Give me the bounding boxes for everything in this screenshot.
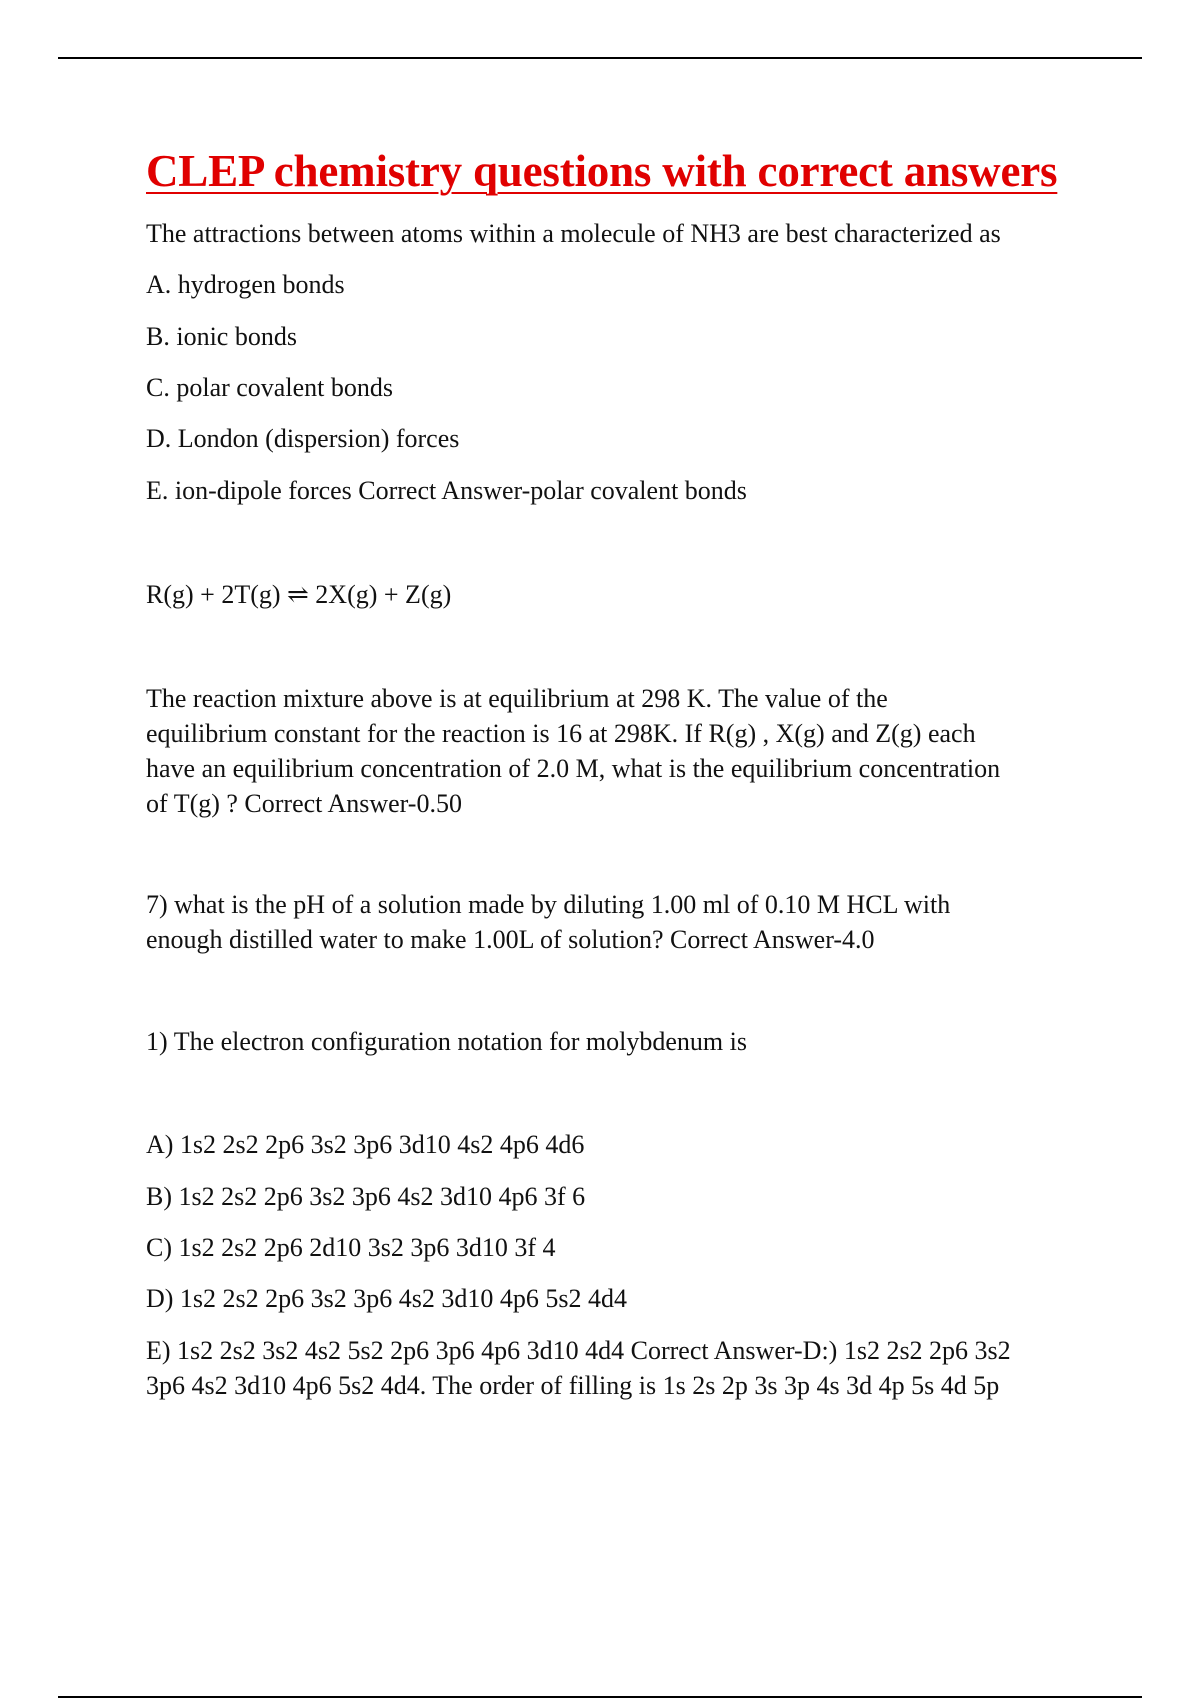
question-3-line: enough distilled water to make 1.00L of solution? Correct Answer-4.0 — [146, 925, 875, 954]
question-2-line: The reaction mixture above is at equilibrium at 298 K. The value of the — [146, 684, 888, 713]
footer-rule — [58, 1696, 1142, 1698]
question-1-option-b: B. ionic bonds — [146, 322, 297, 351]
question-4-option-a: A) 1s2 2s2 2p6 3s2 3p6 3d10 4s2 4p6 4d6 — [146, 1130, 585, 1159]
question-1-option-d: D. London (dispersion) forces — [146, 424, 460, 453]
question-1-option-a: A. hydrogen bonds — [146, 270, 345, 299]
question-4-answer-line: E) 1s2 2s2 3s2 4s2 5s2 2p6 3p6 4p6 3d10 4d4 Correct Answer-D:) 1s2 2s2 2p6 3s2 — [146, 1336, 1011, 1365]
question-4-option-d: D) 1s2 2s2 2p6 3s2 3p6 4s2 3d10 4p6 5s2 4d4 — [146, 1284, 628, 1313]
question-1-stem: The attractions between atoms within a molecule of NH3 are best characterized as — [146, 219, 1001, 248]
document-title: CLEP chemistry questions with correct answers — [146, 146, 1058, 196]
question-2-line: of T(g) ? Correct Answer-0.50 — [146, 789, 462, 818]
question-2-line: have an equilibrium concentration of 2.0 M, what is the equilibrium concentration — [146, 754, 1001, 783]
question-3-line: 7) what is the pH of a solution made by diluting 1.00 ml of 0.10 M HCL with — [146, 890, 951, 919]
question-4-option-b: B) 1s2 2s2 2p6 3s2 3p6 4s2 3d10 4p6 3f 6 — [146, 1182, 586, 1211]
question-4-answer-line: 3p6 4s2 3d10 4p6 5s2 4d4. The order of filling is 1s 2s 2p 3s 3p 4s 3d 4p 5s 4d 5p — [146, 1371, 1000, 1400]
question-2-equation: R(g) + 2T(g) ⇌ 2X(g) + Z(g) — [146, 580, 452, 609]
question-4-option-c: C) 1s2 2s2 2p6 2d10 3s2 3p6 3d10 3f 4 — [146, 1233, 556, 1262]
question-2-line: equilibrium constant for the reaction is 16 at 298K. If R(g) , X(g) and Z(g) each — [146, 719, 976, 748]
question-4-option-e-answer — [146, 1333, 1011, 1403]
header-rule — [58, 57, 1142, 59]
question-1-option-c: C. polar covalent bonds — [146, 373, 393, 402]
question-3-text — [146, 887, 950, 957]
question-4-stem: 1) The electron configuration notation for molybdenum is — [146, 1027, 747, 1056]
question-1-option-e-answer: E. ion-dipole forces Correct Answer-polar covalent bonds — [146, 476, 747, 505]
question-2-text — [146, 681, 1000, 821]
